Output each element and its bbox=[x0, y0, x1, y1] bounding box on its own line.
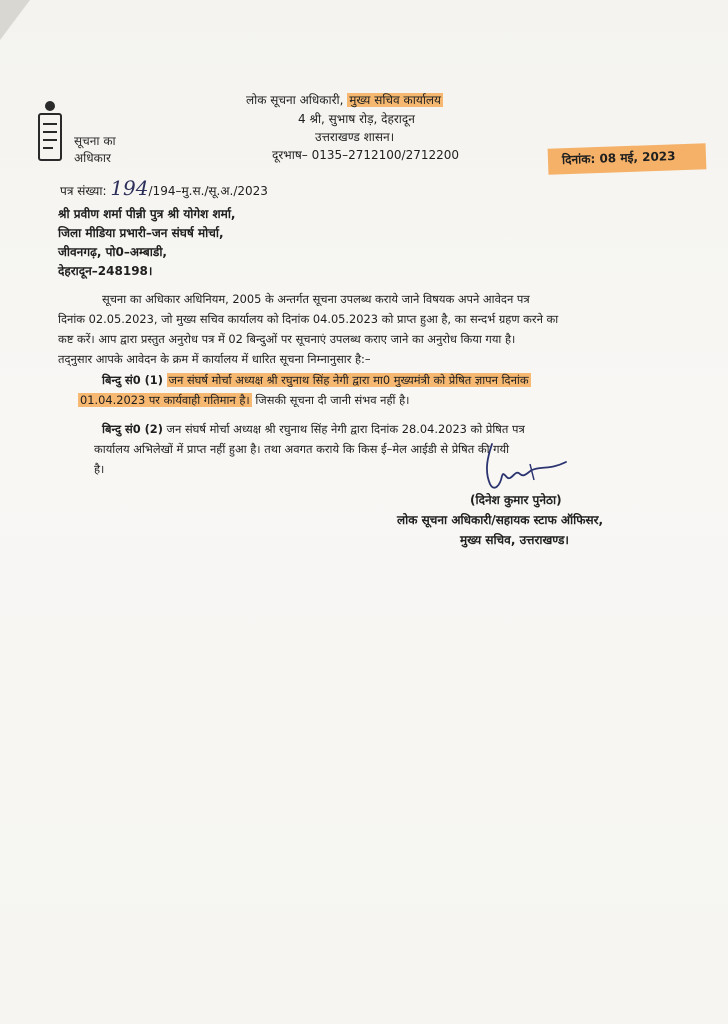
point1-highlight-b: 01.04.2023 पर कार्यवाही गतिमान है। bbox=[80, 393, 250, 407]
signature-scribble bbox=[470, 440, 580, 500]
logo-text-line2: अधिकार bbox=[74, 151, 111, 165]
addressee-line3: जीवनगढ़, पो0–अम्बाडी, bbox=[58, 245, 167, 259]
point2-line2: कार्यालय अभिलेखों में प्राप्त नहीं हुआ है। तथा अवगत कराये कि किस ई–मेल आईडी से प्रेषित की गयी bbox=[94, 442, 510, 456]
point2-label: बिन्दु सं0 (2) bbox=[102, 422, 163, 436]
point2-line3: है। bbox=[94, 462, 105, 476]
signatory-name: (दिनेश कुमार पुनेठा) bbox=[470, 493, 562, 507]
addressee-line4: देहरादून–248198। bbox=[58, 264, 153, 278]
header-address: 4 श्री, सुभाष रोड़, देहरादून bbox=[298, 112, 415, 126]
body-line3: कष्ट करें। आप द्वारा प्रस्तुत अनुरोध पत्र में 02 बिन्दुओं पर सूचनाएं उपलब्ध कराए जाने का अनुरोध किया गया है। bbox=[58, 332, 516, 346]
letter-date: दिनांक: 08 मई, 2023 bbox=[561, 149, 676, 167]
point1-label: बिन्दु सं0 (1) bbox=[102, 373, 163, 387]
point2-line1 bbox=[102, 421, 525, 437]
signatory-office: मुख्य सचिव, उत्तराखण्ड। bbox=[460, 533, 569, 547]
body-line4: तद्नुसार आपके आवेदन के क्रम में कार्यालय में धारित सूचना निम्नानुसार है:– bbox=[58, 352, 371, 366]
logo-text-line1: सूचना का bbox=[74, 134, 116, 148]
letter-number-label: पत्र संख्या: bbox=[60, 184, 107, 198]
body-line2: दिनांक 02.05.2023, जो मुख्य सचिव कार्यालय को दिनांक 04.05.2023 को प्राप्त हुआ है, का सन्दर्भ ग्रहण करने का bbox=[58, 312, 559, 326]
point1-line2 bbox=[78, 392, 410, 408]
signatory-designation: लोक सूचना अधिकारी/सहायक स्टाफ ऑफिसर, bbox=[397, 513, 604, 527]
point2-text1: जन संघर्ष मोर्चा अध्यक्ष श्री रघुनाथ सिंह नेगी द्वारा दिनांक 28.04.2023 को प्रेषित पत्र bbox=[166, 422, 525, 436]
letter-number-handwritten: 194 bbox=[110, 176, 149, 200]
header-office-highlight: मुख्य सचिव कार्यालय bbox=[349, 93, 442, 107]
rti-logo-icon bbox=[38, 100, 62, 162]
addressee-line2: जिला मीडिया प्रभारी–जन संघर्ष मोर्चा, bbox=[58, 226, 224, 240]
point1-line1 bbox=[102, 372, 531, 388]
body-line1: सूचना का अधिकार अधिनियम, 2005 के अन्तर्गत सूचना उपलब्ध कराये जाने विषयक अपने आवेदन पत्र bbox=[102, 292, 530, 306]
point1-highlight-a: जन संघर्ष मोर्चा अध्यक्ष श्री रघुनाथ सिंह नेगी द्वारा मा0 मुख्यमंत्री को प्रेषित ज्ञापन दिनांक bbox=[168, 373, 529, 387]
header-officer: लोक सूचना अधिकारी, bbox=[246, 93, 344, 107]
header-phone: दूरभाष– 0135–2712100/2712200 bbox=[272, 148, 460, 162]
header-line1 bbox=[246, 92, 443, 108]
letter-number bbox=[60, 176, 268, 200]
header-govt: उत्तराखण्ड शासन। bbox=[315, 130, 395, 144]
letter-number-rest: /194–मु.स./सू.अ./2023 bbox=[148, 184, 268, 198]
addressee-line1: श्री प्रवीण शर्मा पीन्नी पुत्र श्री योगेश शर्मा, bbox=[58, 207, 236, 221]
page-corner-fold bbox=[0, 0, 30, 40]
point1-tail: जिसकी सूचना दी जानी संभव नहीं है। bbox=[255, 393, 410, 407]
